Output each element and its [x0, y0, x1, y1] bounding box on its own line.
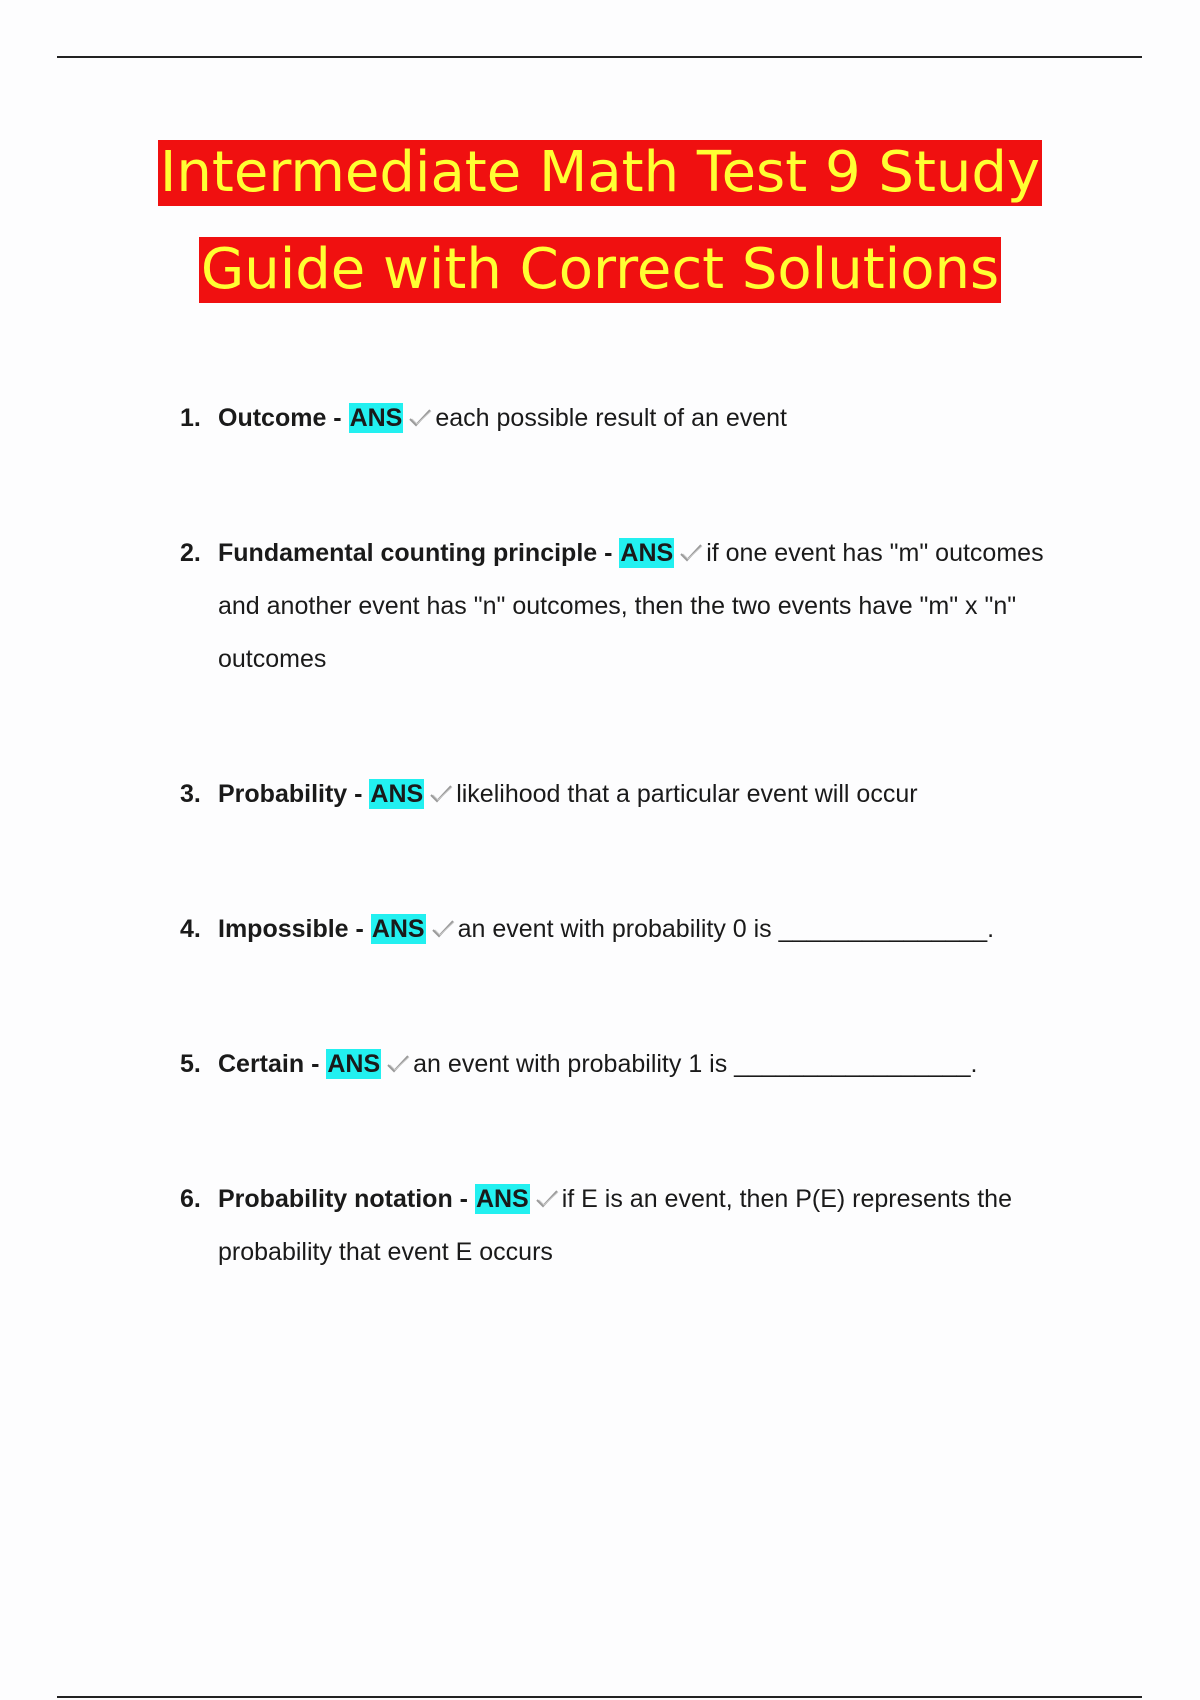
qa-item-6: [180, 1173, 1080, 1279]
item-answer: if one event has "m" outcomes and another event has "n" outcomes, then the two events have "m" x "n" outcomes: [218, 539, 1044, 673]
qa-item-3: [180, 768, 1080, 821]
item-answer: if E is an event, then P(E) represents the probability that event E occurs: [218, 1185, 1012, 1266]
item-answer: an event with probability 1 is _________________.: [413, 1050, 978, 1078]
term-separator: -: [452, 1185, 475, 1213]
term-separator: -: [347, 780, 370, 808]
ans-badge: ANS: [620, 539, 674, 567]
item-answer: each possible result of an event: [435, 404, 787, 432]
ans-badge: ANS: [475, 1185, 529, 1213]
document-title: [0, 140, 1200, 303]
item-answer: likelihood that a particular event will occur: [456, 780, 918, 808]
term-separator: -: [304, 1050, 327, 1078]
item-number: 4.: [180, 915, 201, 943]
top-rule: [57, 56, 1142, 58]
qa-item-1: [180, 392, 1080, 445]
ans-badge: ANS: [371, 915, 425, 943]
item-term: Probability notation: [218, 1185, 453, 1213]
qa-item-5: [180, 1038, 1080, 1091]
item-term: Impossible: [218, 915, 349, 943]
check-icon: [678, 542, 704, 564]
item-term: Certain: [218, 1050, 305, 1078]
item-number: 3.: [180, 780, 201, 808]
ans-badge: ANS: [370, 780, 424, 808]
check-icon: [534, 1188, 560, 1210]
ans-badge: ANS: [349, 404, 403, 432]
bottom-rule: [57, 1696, 1142, 1698]
title-line-2: Guide with Correct Solutions: [200, 237, 1000, 302]
item-number: 6.: [180, 1185, 201, 1213]
item-term: Probability: [218, 780, 348, 808]
term-separator: -: [597, 539, 620, 567]
ans-badge: ANS: [327, 1050, 381, 1078]
check-icon: [428, 783, 454, 805]
check-icon: [385, 1053, 411, 1075]
qa-list: [180, 392, 1080, 1279]
item-answer: an event with probability 0 is _______________.: [457, 915, 995, 943]
title-line-1: Intermediate Math Test 9 Study: [159, 140, 1041, 205]
item-number: 2.: [180, 539, 201, 567]
qa-item-2: [180, 527, 1080, 686]
qa-item-4: [180, 903, 1080, 956]
item-term: Outcome: [218, 404, 327, 432]
check-icon: [407, 407, 433, 429]
term-separator: -: [326, 404, 349, 432]
check-icon: [430, 918, 456, 940]
item-number: 1.: [180, 404, 201, 432]
item-term: Fundamental counting principle: [218, 539, 598, 567]
item-number: 5.: [180, 1050, 201, 1078]
term-separator: -: [348, 915, 371, 943]
